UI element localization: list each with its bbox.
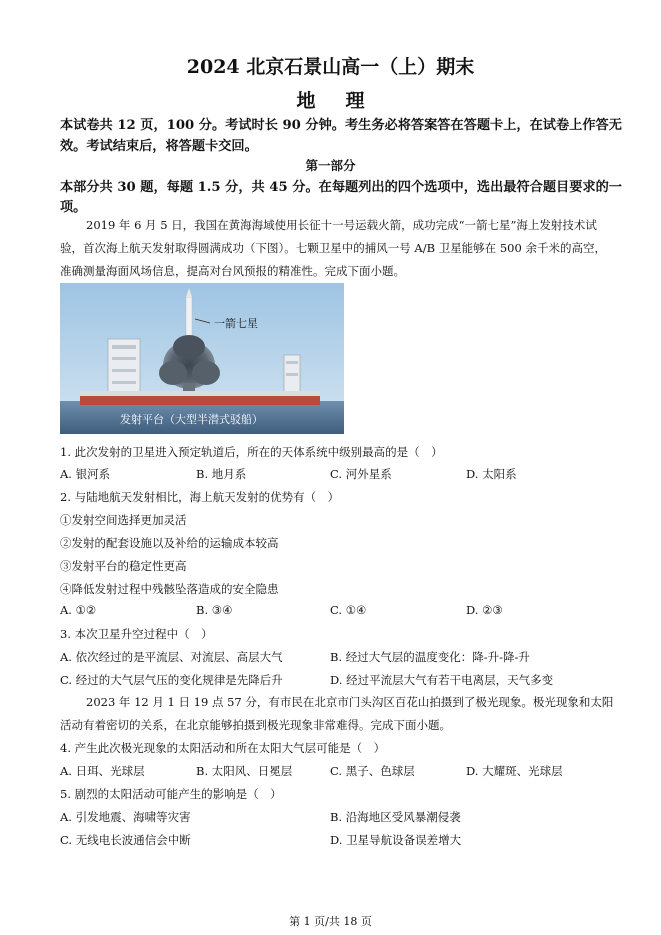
figure-label-rocket: 一箭七星 — [214, 317, 258, 330]
figure-label-platform: 发射平台（大型半潜式驳船） — [120, 413, 263, 426]
part-heading: 第一部分 — [305, 158, 356, 173]
question-4-option-c[interactable]: C. 黑子、色球层 — [330, 764, 415, 778]
instructions-line2: 效。考试结束后，将答题卡交回。 — [60, 139, 258, 154]
question-1-stem: 1. 此次发射的卫星进入预定轨道后，所在的天体系统中级别最高的是（ ） — [60, 445, 443, 459]
passage1-line3: 准确测量海面风场信息，提高对台风预报的精准性。完成下面小题。 — [60, 264, 405, 278]
question-2-item-4: ④降低发射过程中残骸坠落造成的安全隐患 — [60, 582, 279, 596]
exam-title: 2024 北京石景山高一（上）期末 — [186, 56, 475, 78]
subject-title: 地理 — [296, 90, 395, 112]
question-2-item-3: ③发射平台的稳定性更高 — [60, 559, 187, 573]
question-2-stem: 2. 与陆地航天发射相比，海上航天发射的优势有（ ） — [60, 490, 340, 504]
question-2-option-d[interactable]: D. ②③ — [466, 603, 503, 617]
question-1-option-d[interactable]: D. 太阳系 — [466, 467, 517, 481]
question-3-stem: 3. 本次卫星升空过程中（ ） — [60, 627, 213, 641]
question-1-option-c[interactable]: C. 河外星系 — [330, 467, 392, 481]
question-4-stem: 4. 产生此次极光现象的太阳活动和所在太阳大气层可能是（ ） — [60, 741, 386, 755]
question-1-option-b[interactable]: B. 地月系 — [196, 467, 247, 481]
question-3-option-b[interactable]: B. 经过大气层的温度变化：降-升-降-升 — [330, 650, 530, 664]
question-2-option-b[interactable]: B. ③④ — [196, 603, 233, 617]
question-3-option-c[interactable]: C. 经过的大气层气压的变化规律是先降后升 — [60, 673, 283, 687]
rocket-launch-photo — [60, 283, 344, 434]
question-5-stem: 5. 剧烈的太阳活动可能产生的影响是（ ） — [60, 787, 282, 801]
question-3-option-a[interactable]: A. 依次经过的是平流层、对流层、高层大气 — [60, 650, 283, 664]
question-2-option-a[interactable]: A. ①② — [60, 603, 97, 617]
part-desc-line2: 项。 — [60, 200, 87, 215]
question-5-option-a[interactable]: A. 引发地震、海啸等灾害 — [60, 810, 191, 824]
question-4-option-b[interactable]: B. 太阳风、日冕层 — [196, 764, 293, 778]
question-4-option-a[interactable]: A. 日珥、光球层 — [60, 764, 145, 778]
question-2-option-c[interactable]: C. ①④ — [330, 603, 367, 617]
question-2-item-2: ②发射的配套设施以及补给的运输成本较高 — [60, 536, 279, 550]
passage2-line1: 2023 年 12 月 1 日 19 点 57 分，有市民在北京市门头沟区百花山拍摄到了极光现象。极光现象和太阳 — [86, 695, 614, 709]
question-5-option-d[interactable]: D. 卫星导航设备误差增大 — [330, 833, 462, 847]
question-4-option-d[interactable]: D. 大耀斑、光球层 — [466, 764, 563, 778]
question-5-option-b[interactable]: B. 沿海地区受风暴潮侵袭 — [330, 810, 461, 824]
question-1-option-a[interactable]: A. 银河系 — [60, 467, 111, 481]
page-footer: 第 1 页/共 18 页 — [289, 915, 372, 928]
part-desc-line1: 本部分共 30 题，每题 1.5 分，共 45 分。在每题列出的四个选项中，选出最符合题目要求的一 — [60, 180, 622, 195]
question-5-option-c[interactable]: C. 无线电长波通信会中断 — [60, 833, 191, 847]
question-3-option-d[interactable]: D. 经过平流层大气有若干电离层，天气多变 — [330, 673, 554, 687]
instructions-line1: 本试卷共 12 页，100 分。考试时长 90 分钟。考生务必将答案答在答题卡上，在试卷上作答无 — [60, 118, 622, 133]
passage1-line2: 验，首次海上航天发射取得圆满成功（下图）。七颗卫星中的捕风一号 A/B 卫星能够在 500 余千米的高空， — [60, 241, 606, 255]
question-2-item-1: ①发射空间选择更加灵活 — [60, 513, 187, 527]
passage1-line1: 2019 年 6 月 5 日，我国在黄海海域使用长征十一号运载火箭，成功完成“一箭七星”海上发射技术试 — [86, 218, 597, 232]
passage2-line2: 活动有着密切的关系，在北京能够拍摄到极光现象非常难得。完成下面小题。 — [60, 718, 451, 732]
